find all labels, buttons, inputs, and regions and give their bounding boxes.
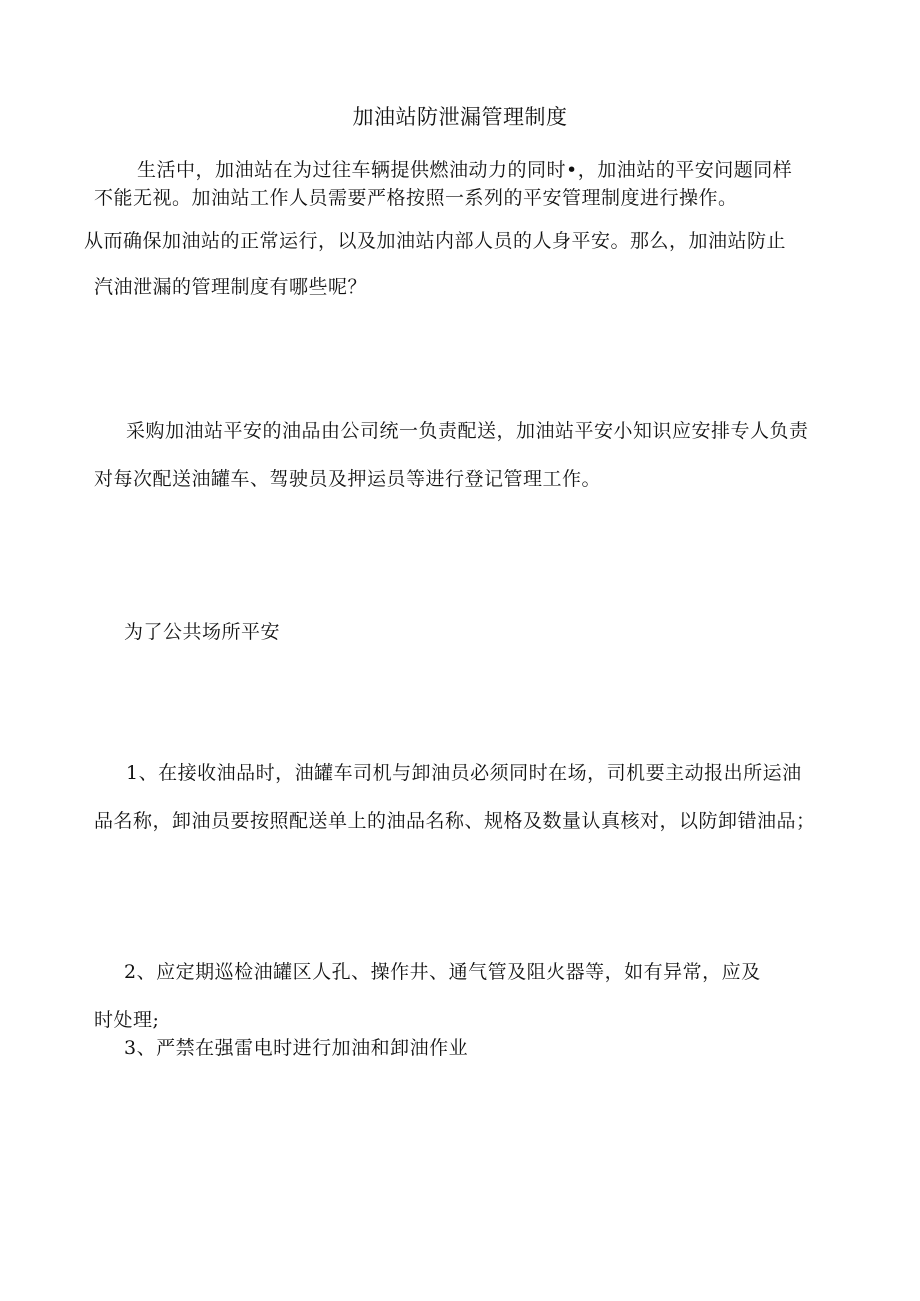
intro-line-2: 不能无视。加油站工作人员需要严格按照一系列的平安管理制度进行操作。	[94, 187, 738, 209]
rule-2-line-1: 2、应定期巡检油罐区人孔、操作井、通气管及阻火器等，如有异常，应及	[124, 961, 761, 983]
rule-2-line-2: 时处理;	[94, 1009, 160, 1031]
intro-line-1: 生活中，加油站在为过往车辆提供燃油动力的同时•，加油站的平安问题同样	[137, 159, 793, 181]
rule-1-line-1: 1、在接收油品时，油罐车司机与卸油员必须同时在场，司机要主动报出所运油	[126, 762, 802, 784]
document-title: 加油站防泄漏管理制度	[352, 105, 568, 129]
procurement-line-2: 对每次配送油罐车、驾驶员及押运员等进行登记管理工作。	[94, 468, 602, 490]
procurement-line-1: 采购加油站平安的油品由公司统一负责配送，加油站平安小知识应安排专人负责	[126, 420, 809, 442]
intro-line-4: 汽油泄漏的管理制度有哪些呢？	[94, 276, 368, 298]
rule-3-line-1: 3、严禁在强雷电时进行加油和卸油作业	[124, 1037, 469, 1059]
intro-line-3: 从而确保加油站的正常运行，以及加油站内部人员的人身平安。那么，加油站防止	[84, 230, 787, 252]
section-heading: 为了公共场所平安	[124, 621, 281, 643]
rule-1-line-2: 品名称，卸油员要按照配送单上的油品名称、规格及数量认真核对，以防卸错油品；	[94, 810, 816, 832]
